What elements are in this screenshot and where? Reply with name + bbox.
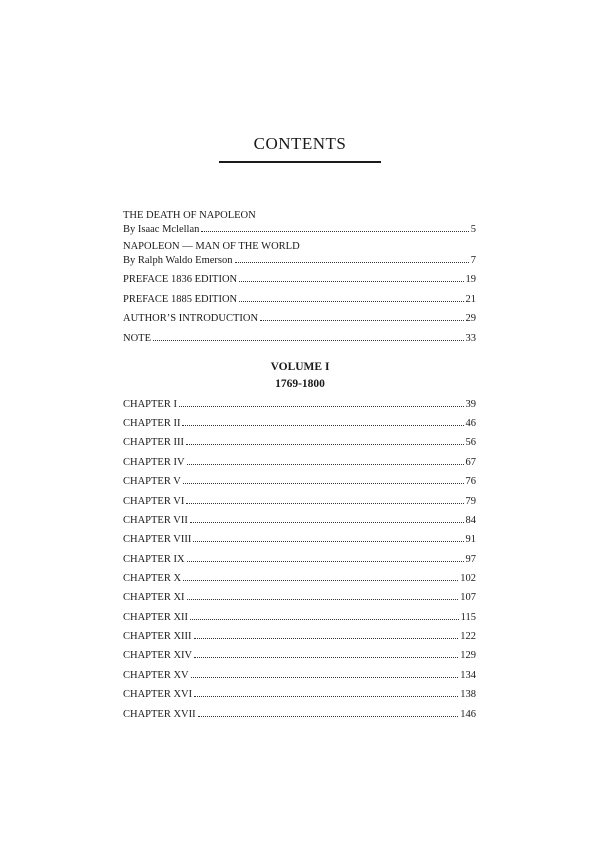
chapter-page: 122 (460, 631, 476, 642)
chapter-entry[interactable] (123, 610, 476, 623)
chapter-title: CHAPTER XVI (123, 689, 193, 700)
chapter-title: CHAPTER VII (123, 515, 188, 526)
chapter-entry[interactable] (123, 455, 476, 468)
chapter-title: CHAPTER VI (123, 496, 185, 507)
leader-dots (193, 532, 463, 542)
toc-entry-title: NOTE (123, 333, 151, 344)
chapter-title: CHAPTER X (123, 573, 182, 584)
chapter-entry[interactable] (123, 707, 476, 720)
chapter-title: CHAPTER IV (123, 457, 185, 468)
leader-dots (198, 707, 459, 717)
volume-years: 1769-1800 (275, 378, 325, 390)
chapter-page: 134 (460, 670, 476, 681)
toc-entry-subtitle: By Isaac Mclellan (123, 224, 200, 235)
leader-dots (190, 610, 459, 620)
chapter-page: 46 (465, 418, 476, 429)
leader-dots (260, 311, 463, 321)
chapter-page: 79 (465, 496, 476, 507)
chapter-title: CHAPTER II (123, 418, 181, 429)
leader-dots (190, 513, 464, 523)
chapter-entry[interactable] (123, 552, 476, 565)
chapter-entry[interactable] (123, 513, 476, 526)
chapter-title: CHAPTER III (123, 437, 184, 448)
chapter-entry[interactable] (123, 571, 476, 584)
toc-entry[interactable] (123, 292, 476, 305)
chapter-page: 129 (460, 650, 476, 661)
leader-dots (194, 648, 458, 658)
toc-entry-title: PREFACE 1885 EDITION (123, 294, 238, 305)
toc-entry-page: 7 (470, 255, 476, 266)
leader-dots (235, 253, 469, 263)
chapter-entry[interactable] (123, 590, 476, 603)
chapter-title: CHAPTER XII (123, 612, 189, 623)
chapter-page: 107 (460, 592, 476, 603)
toc-entry[interactable] (123, 209, 476, 235)
leader-dots (183, 474, 464, 484)
chapter-title: CHAPTER XVII (123, 709, 196, 720)
leader-dots (153, 331, 464, 341)
chapter-entry[interactable] (123, 494, 476, 507)
chapter-page: 84 (465, 515, 476, 526)
chapter-page: 102 (460, 573, 476, 584)
toc-entry[interactable] (123, 311, 476, 324)
toc-entry-subtitle: By Ralph Waldo Emerson (123, 255, 233, 266)
leader-dots (186, 435, 464, 445)
chapter-page: 39 (465, 399, 476, 410)
toc-entry-page: 29 (465, 313, 476, 324)
chapter-title: CHAPTER V (123, 476, 181, 487)
chapter-title: CHAPTER XV (123, 670, 189, 681)
chapter-page: 56 (465, 437, 476, 448)
toc-entry-page: 19 (465, 274, 476, 285)
chapter-page: 91 (465, 534, 476, 545)
chapter-title: CHAPTER XIV (123, 650, 193, 661)
toc-entry-title: AUTHOR’S INTRODUCTION (123, 313, 259, 324)
chapter-title: CHAPTER XI (123, 592, 185, 603)
leader-dots (194, 629, 459, 639)
toc-entry[interactable] (123, 240, 476, 266)
chapter-page: 67 (465, 457, 476, 468)
toc-entry-page: 5 (470, 224, 476, 235)
chapter-entry[interactable] (123, 474, 476, 487)
title-rule (219, 161, 381, 163)
chapter-page: 76 (465, 476, 476, 487)
chapter-title: CHAPTER I (123, 399, 177, 410)
chapter-title: CHAPTER XIII (123, 631, 192, 642)
toc-entry-title: PREFACE 1836 EDITION (123, 274, 238, 285)
toc-entry-title: NAPOLEON — MAN OF THE WORLD (123, 241, 300, 252)
leader-dots (194, 687, 458, 697)
leader-dots (201, 222, 468, 232)
leader-dots (186, 494, 463, 504)
toc-entry[interactable] (123, 331, 476, 344)
leader-dots (187, 455, 464, 465)
volume-heading: VOLUME I (270, 361, 330, 373)
toc-entry-title: THE DEATH OF NAPOLEON (123, 210, 256, 221)
leader-dots (239, 272, 463, 282)
chapter-entry[interactable] (123, 416, 476, 429)
chapter-entry[interactable] (123, 687, 476, 700)
chapter-page: 97 (465, 554, 476, 565)
toc-entry-page: 21 (465, 294, 476, 305)
toc-entry-page: 33 (465, 333, 476, 344)
chapter-entry[interactable] (123, 648, 476, 661)
chapter-entry[interactable] (123, 397, 476, 410)
chapter-title: CHAPTER VIII (123, 534, 192, 545)
leader-dots (182, 416, 463, 426)
leader-dots (187, 552, 464, 562)
chapter-page: 146 (460, 709, 476, 720)
chapter-entry[interactable] (123, 668, 476, 681)
chapter-entry[interactable] (123, 629, 476, 642)
leader-dots (183, 571, 458, 581)
leader-dots (179, 397, 464, 407)
chapter-page: 115 (460, 612, 476, 623)
leader-dots (191, 668, 459, 678)
leader-dots (239, 292, 463, 302)
chapter-title: CHAPTER IX (123, 554, 185, 565)
page-title: CONTENTS (253, 134, 347, 153)
chapter-page: 138 (460, 689, 476, 700)
chapter-entry[interactable] (123, 435, 476, 448)
toc-entry[interactable] (123, 272, 476, 285)
leader-dots (187, 590, 459, 600)
chapter-entry[interactable] (123, 532, 476, 545)
